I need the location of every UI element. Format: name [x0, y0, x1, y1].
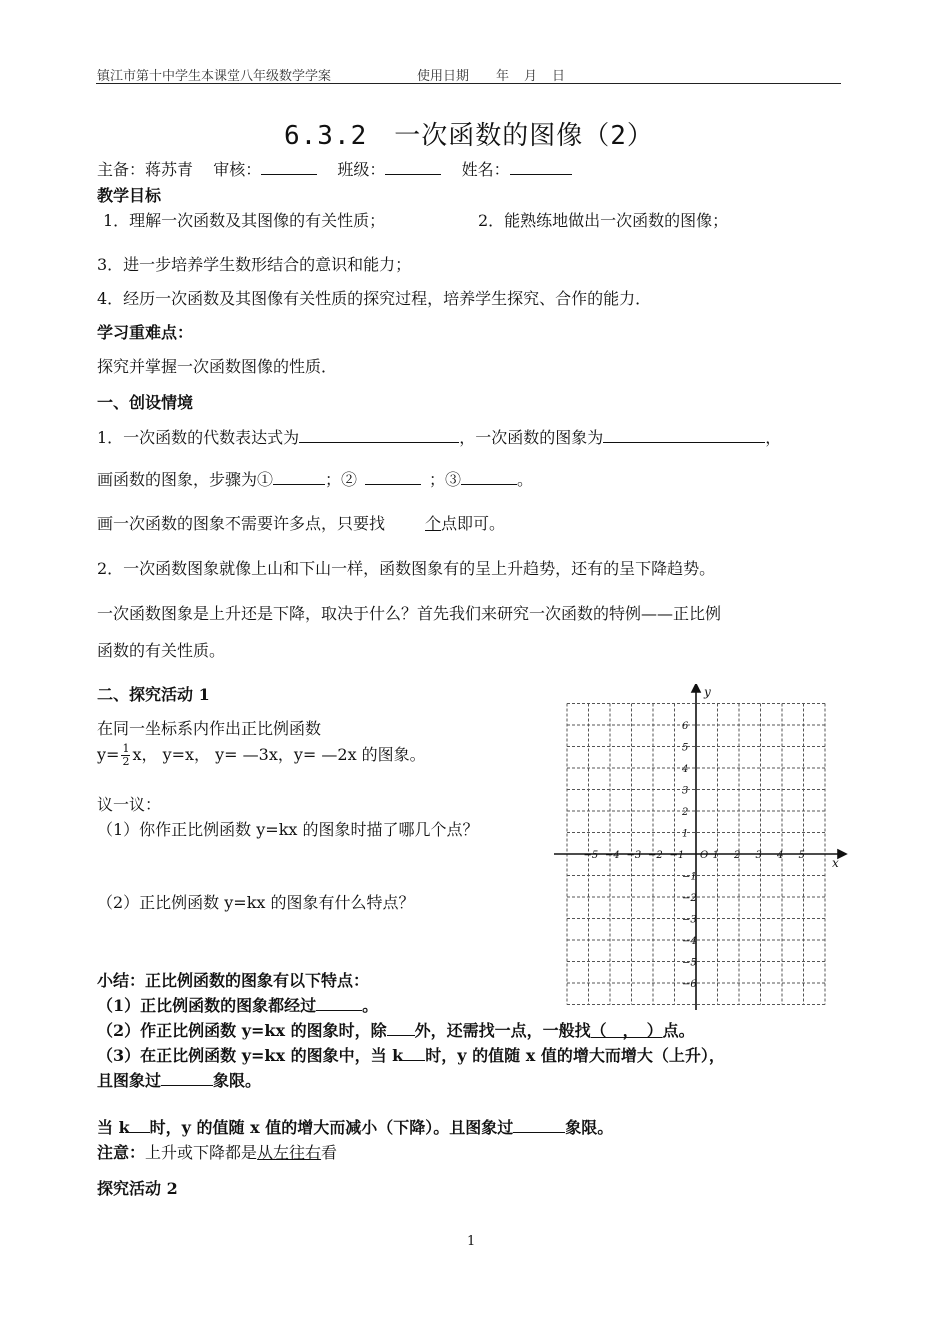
summary-heading: 小结：正比例函数的图象有以下特点： — [97, 971, 370, 990]
header-school: 镇江市第十中学生本课堂八年级数学学案 — [97, 69, 332, 84]
name-blank[interactable] — [510, 160, 572, 175]
meta-line — [97, 157, 572, 180]
summary-1-blank[interactable] — [316, 996, 362, 1011]
y-axis-label: y — [704, 685, 711, 699]
class-blank[interactable] — [385, 160, 441, 175]
summary-3-cont: 且图象过 象限。 — [97, 1071, 262, 1090]
y-tick-label: 5 — [682, 742, 689, 754]
goal-4: 4．经历一次函数及其图像有关性质的探究过程，培养学生探究、合作的能力． — [97, 289, 652, 308]
step1-blank[interactable] — [273, 470, 325, 485]
discuss-q2: （2）正比例函数 y=kx 的图象有什么特点？ — [97, 893, 415, 912]
summary-2-blank[interactable] — [387, 1021, 415, 1036]
y-tick-label: −5 — [682, 957, 697, 969]
y-tick-label: −1 — [682, 871, 697, 883]
note-emphasis: 从左往右 — [257, 1143, 322, 1162]
y-tick-label: 6 — [682, 721, 689, 732]
goal-3: 3．进一步培养学生数形结合的意识和能力； — [97, 255, 412, 274]
x-axis-label: x — [832, 856, 839, 870]
summary-3-quadrant-blank[interactable] — [161, 1071, 213, 1086]
y-tick-label: 1 — [682, 828, 689, 840]
steps-text-b: ；② — [325, 470, 358, 489]
x-tick-label: 3 — [755, 850, 762, 861]
y-tick-label: 2 — [682, 807, 689, 818]
activity2-heading: 探究活动 2 — [97, 1179, 178, 1198]
summary-1: （1）正比例函数的图象都经过 。 — [97, 996, 379, 1015]
q1-line — [97, 425, 781, 448]
summary-2: （2）作正比例函数 y=kx 的图象时，除 外，还需找一点，一般找（ ， ）点。 — [97, 1021, 695, 1040]
fraction-one-half: $\frac{1}{2}$ — [122, 742, 130, 768]
header-date-label: 使用日期 — [417, 69, 470, 84]
y-tick-label: −2 — [682, 893, 697, 904]
discuss-q1: （1）你作正比例函数 y=kx 的图象时描了哪几个点？ — [97, 820, 479, 839]
x-tick-label: 5 — [798, 850, 805, 861]
page-title: 6.3.2 一次函数的图像（2） — [284, 121, 654, 151]
x-tick-label: −2 — [648, 850, 663, 861]
y-tick-label: 4 — [682, 764, 689, 775]
activity1-task: 在同一坐标系内作出正比例函数 — [97, 719, 322, 738]
discuss-label: 议一议： — [97, 795, 162, 814]
q2-line-1: 2．一次函数图象就像上山和下山一样，函数图象有的呈上升趋势，还有的呈下降趋势。 — [97, 559, 716, 578]
reviewer-label: 审核： — [213, 160, 262, 179]
goal-1: 1．理解一次函数及其图像的有关性质； — [103, 211, 386, 230]
class-label: 班级： — [337, 160, 386, 179]
author-name: 蒋苏青 — [145, 160, 194, 179]
q1-text-b: ，一次函数的图象为 — [459, 428, 604, 447]
summary-4-quadrant-blank[interactable] — [513, 1118, 565, 1133]
header-day: 日 — [552, 69, 566, 84]
summary-3: （3）在正比例函数 y=kx 的图象中，当 k 时，y 的值随 x 值的增大而增大（上升）， — [97, 1046, 725, 1065]
x-tick-label: 2 — [734, 850, 741, 861]
goals-heading: 教学目标 — [97, 186, 162, 205]
name-label: 姓名： — [461, 160, 510, 179]
y-tick-label: −3 — [682, 914, 697, 926]
x-axis-arrow — [838, 850, 846, 858]
summary-4-k-blank[interactable] — [130, 1118, 150, 1133]
key-points-text: 探究并掌握一次函数图像的性质． — [97, 357, 338, 376]
activity1-equations — [97, 742, 426, 768]
eq-rest: x， y=x， y= —3x，y= —2x 的图象。 — [132, 745, 426, 764]
steps-text-d: 。 — [517, 470, 534, 489]
points-text-c: 点即可。 — [441, 514, 506, 533]
author-label: 主备： — [97, 160, 146, 179]
q2-line-3: 函数的有关性质。 — [97, 641, 226, 660]
x-tick-label: −5 — [583, 850, 599, 861]
q1-blank-expression[interactable] — [299, 428, 459, 443]
note-label: 注意： — [97, 1143, 146, 1162]
origin-label: O — [700, 850, 709, 861]
summary-2-point-blank[interactable]: （ ， ） — [590, 1021, 663, 1040]
steps-text-a: 画函数的图象，步骤为① — [97, 470, 274, 489]
y-tick-label: −6 — [682, 979, 697, 990]
header-rule — [96, 83, 841, 84]
coordinate-grid[interactable] — [552, 684, 852, 1014]
reviewer-blank[interactable] — [261, 160, 317, 175]
q1-blank-graph[interactable] — [603, 428, 765, 443]
q2-line-2: 一次函数图象是上升还是下降，取决于什么？首先我们来研究一次函数的特例——正比例 — [97, 604, 722, 623]
step2-blank[interactable] — [365, 470, 421, 485]
x-tick-label: 1 — [712, 850, 719, 861]
eq-y: y= — [97, 745, 120, 764]
header-year: 年 — [496, 69, 510, 84]
step3-blank[interactable] — [461, 470, 517, 485]
y-tick-label: 3 — [682, 785, 689, 797]
header-month: 月 — [524, 69, 538, 84]
summary-4: 当 k 时，y 的值随 x 值的增大而减小（下降）。且图象过 象限。 — [97, 1118, 614, 1137]
section2-heading: 二、探究活动 1 — [97, 685, 210, 704]
x-tick-label: −3 — [626, 850, 642, 861]
page-number: 1 — [467, 1234, 476, 1249]
points-text-a: 画一次函数的图象不需要许多点，只要找 — [97, 514, 386, 533]
key-points-heading: 学习重难点： — [97, 323, 194, 342]
summary-3-k-blank[interactable] — [403, 1046, 425, 1061]
q1-steps-line — [97, 467, 533, 490]
x-tick-label: −1 — [669, 850, 685, 861]
points-blank[interactable]: 个 — [425, 514, 442, 533]
q1-text-c: ， — [765, 428, 782, 447]
section1-heading: 一、创设情境 — [97, 393, 194, 412]
goal-2: 2．能熟练地做出一次函数的图像； — [478, 211, 729, 230]
x-tick-label: −4 — [605, 850, 620, 861]
note-line: 注意：上升或下降都是从左往右看 — [97, 1143, 338, 1162]
q1-text-a: 1．一次函数的代数表达式为 — [97, 428, 300, 447]
x-tick-label: 4 — [777, 850, 784, 861]
steps-text-c: ；③ — [429, 470, 462, 489]
q1-points-line — [97, 511, 505, 534]
y-axis-arrow — [692, 684, 700, 692]
y-tick-label: −4 — [682, 936, 697, 947]
